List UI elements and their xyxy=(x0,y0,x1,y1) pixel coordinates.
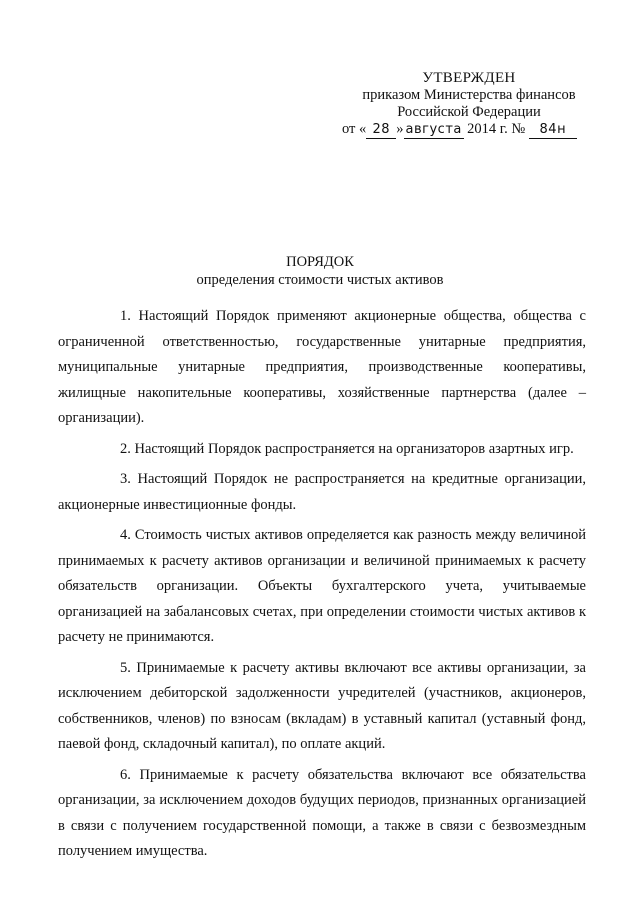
handwritten-day: 28 xyxy=(366,121,396,139)
approval-block xyxy=(342,70,582,139)
approval-line-federation: Российской Федерации xyxy=(397,104,541,120)
paragraph-1: 1. Настоящий Порядок применяют акционерные общества, общества с ограниченной ответственностью, государственные унитарные предприятия, муниципальные унитарные предприятия, производственные кооперативы, жилищные накопительные кооперативы, хозяйственные партнерства (далее – организации). xyxy=(58,308,586,426)
handwritten-month: августа xyxy=(405,122,462,137)
paragraph-5: 5. Принимаемые к расчету активы включают все активы организации, за исключением дебиторской задолженности учредителей (участников, акционеров, собственников, членов) по взносам (вкладам) в уставный капитал (уставный фонд, паевой фонд, складочный капитал), по оплате акций. xyxy=(58,659,586,752)
approval-line-ministry: приказом Министерства финансов xyxy=(362,87,576,103)
paragraph-3: 3. Настоящий Порядок не распространяется на кредитные организации, акционерные инвестиционные фонды. xyxy=(58,471,586,513)
handwritten-order-number: 84н xyxy=(529,121,577,139)
paragraph-4: 4. Стоимость чистых активов определяется как разность между величиной принимаемых к расчету активов организации и величиной принимаемых к расчету обязательств организации. Объекты бухгалтерского учета, учитываемые организацией на забалансовых счетах, при определении стоимости чистых активов к расчету не принимаются. xyxy=(58,527,586,645)
date-mid: » xyxy=(396,121,404,137)
document-subtitle: определения стоимости чистых активов xyxy=(196,272,444,288)
approval-date-line xyxy=(342,121,582,139)
document-body xyxy=(58,304,586,870)
date-prefix: от « xyxy=(342,121,367,137)
document-title: ПОРЯДОК xyxy=(286,254,354,270)
paragraph-2: 2. Настоящий Порядок распространяется на организаторов азартных игр. xyxy=(120,440,574,457)
paragraph-6: 6. Принимаемые к расчету обязательства включают все обязательства организации, за исключением доходов будущих периодов, признанных организацией в связи с получением государственной помощи, а также в связи с безвозмездным получением имущества. xyxy=(58,766,586,859)
approval-title: УТВЕРЖДЕН xyxy=(422,70,516,86)
date-year-text: 2014 г. № xyxy=(467,121,526,137)
